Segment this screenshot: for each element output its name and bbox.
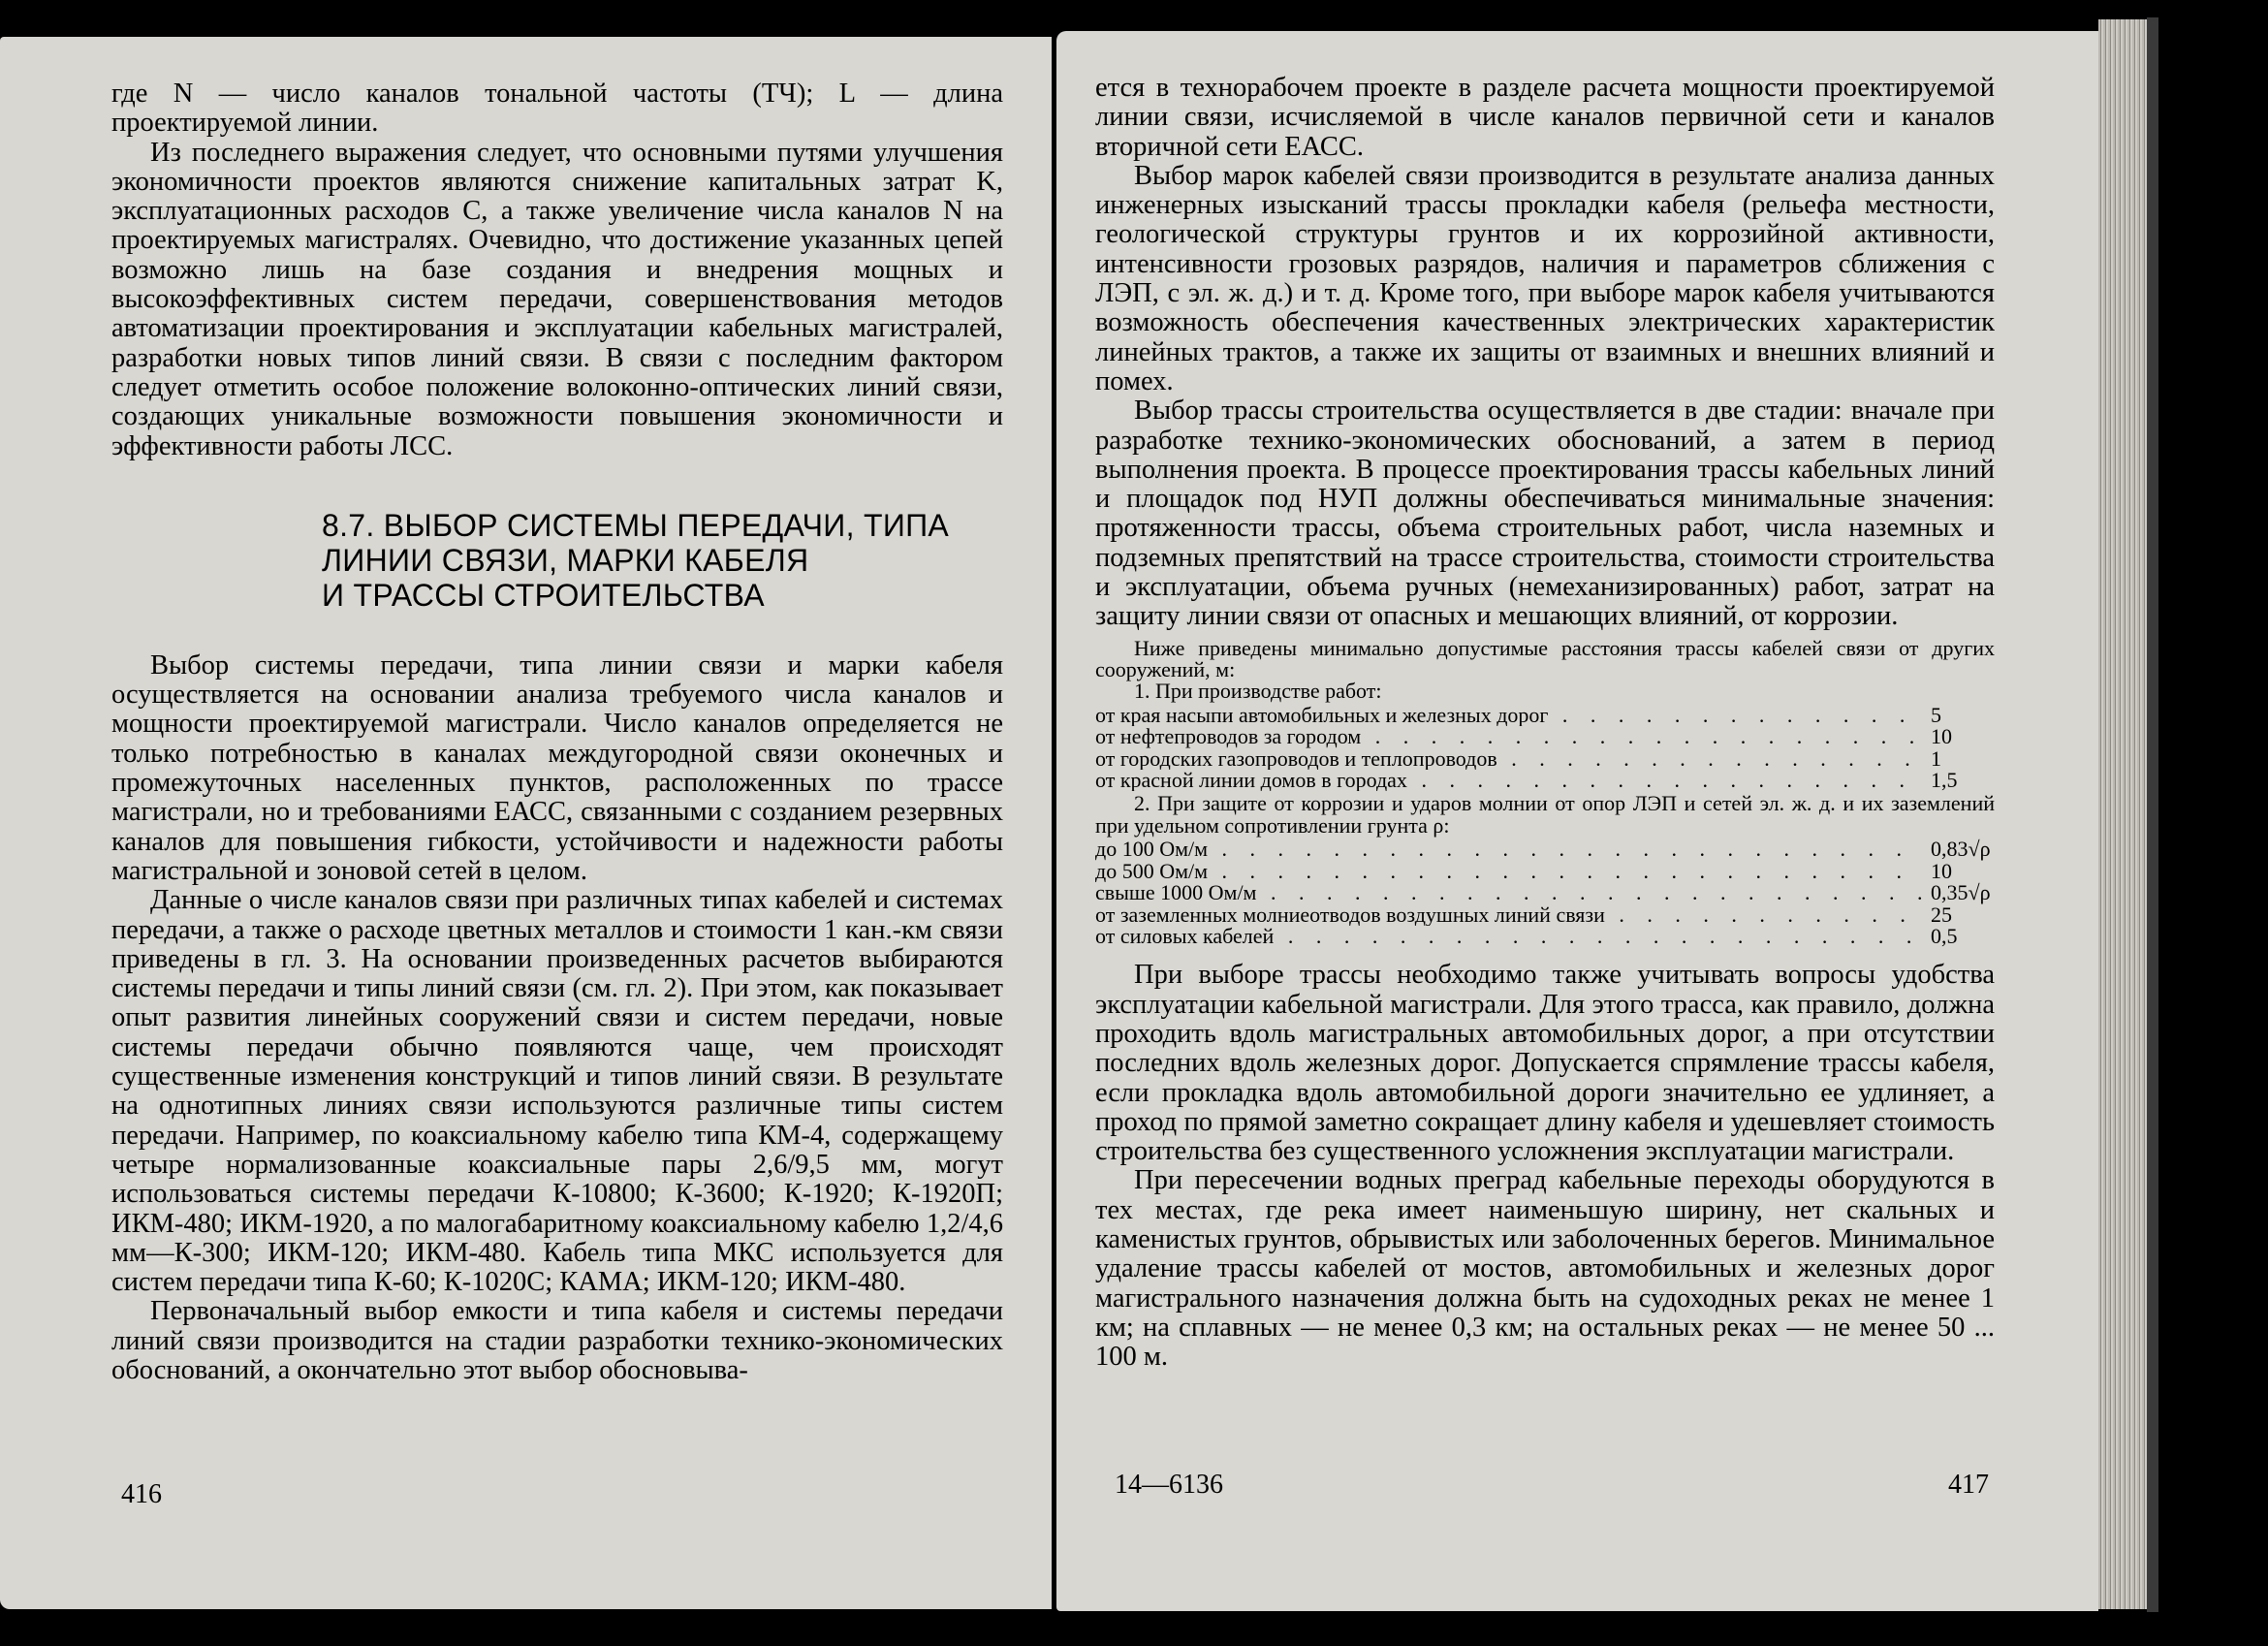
paragraph: Из последнего выражения следует, что основными путями улучшения экономичности проектов являются снижение капитальных затрат K, эксплуатационных расходов C, а также увеличение числа каналов N на проектируемых магистралях. Очевидно, что достижение указанных цепей возможно лишь на базе создания и внедрения мощных и высокоэффективных систем передачи, совершенствования методов автоматизации проектирования и эксплуатации кабельных магистралей, разработки новых типов линий связи. В связи с последним фактором следует отметить особое положение волоконно-оптических линий связи, создающих уникальные возможности повышения экономичности и эффективности работы ЛСС. [111,137,1003,461]
paragraph: Первоначальный выбор емкости и типа кабеля и системы передачи линий связи производится на стадии разработки технико-экономических обоснований, а окончательно этот выбор обосновыва- [111,1296,1003,1385]
paragraph: Выбор системы передачи, типа линии связи и марки кабеля осуществляется на основании анализа требуемого числа каналов и мощности проектируемой магистрали. Число каналов определяется не только потребностью в каналах междугородной связи оконечных и промежуточных населенных пунктов, расположенных по трассе магистрали, но и требованиями ЕАСС, связанными с созданием резервных каналов для повышения гибкости, устойчивости и надежности работы магистральной и зоновой сетей в целом. [111,649,1003,886]
row-label: от городских газопроводов и теплопроводов . . . [1095,748,1923,770]
row-label: от заземленных молниеотводов воздушных линий связи . . . [1095,904,1923,926]
book-cover-edge [2147,17,2158,1612]
table-row [1095,770,1995,791]
row-value: 5 [1931,702,1941,727]
table-row [1095,858,1995,883]
section-heading [322,508,1003,613]
paragraph: При пересечении водных преград кабельные переходы оборудуются в тех местах, где река имеет наименьшую ширину, нет скальных и каменистых грунтов, обрывистых или заболоченных берегов. Минимальное удаление трассы кабелей от мостов, автомобильных и железных дорог магистрального назначения должна быть на судоходных реках не менее 1 км; на сплавных — не менее 0,3 км; на остальных реках — не менее 50 ... 100 м. [1095,1165,1995,1373]
paragraph: Выбор марок кабелей связи производится в результате анализа данных инженерных изысканий трассы прокладки кабеля (рельефа местности, геологической структуры грунтов и их коррозийной активности, интенсивности грозовых разрядов, наличия и параметров сближения с ЛЭП, с эл. ж. д.) и т. д. Кроме того, при выборе марок кабеля учитываются возможность обеспечения качественных электрических характеристик линейных трактов, а также их защиты от взаимных и внешних влияний и помех. [1095,160,1995,396]
table-row [1095,726,1995,747]
distance-table-2 [1095,839,1995,947]
book-page-edges [2098,19,2147,1609]
table-row [1095,702,1995,727]
signature-mark: 14—6136 [1115,1470,1223,1500]
row-label: от нефтепроводов за городом . . . [1095,726,1923,747]
paragraph: где N — число каналов тональной частоты (ТЧ); L — длина проектируемой линии. [111,79,1003,139]
left-page-text [111,79,1003,1385]
row-label: от силовых кабелей . . . [1095,926,1923,947]
row-label: от красной линии домов в городах . . . [1095,770,1923,791]
row-value: 0,5 [1931,923,1958,948]
distance-table-1 [1095,702,1995,793]
row-value: 25 [1931,902,1952,927]
table-group-title: 1. При производстве работ: [1134,679,1382,704]
row-value: 1 [1931,745,1941,771]
row-value: 10 [1931,724,1952,749]
table-row [1095,882,1995,903]
row-label: до 100 Ом/м . . . [1095,839,1923,860]
table-intro: Ниже приведены минимально допустимые расстояния трассы кабелей связи от других сооружений, м: [1095,635,1995,682]
row-value: 10 [1931,858,1952,883]
page-number: 416 [121,1479,162,1509]
table-row [1095,839,1995,860]
row-value: 0,35√ρ [1931,880,1991,905]
row-label: свыше 1000 Ом/м . . . [1095,882,1923,903]
table-row [1095,904,1995,926]
heading-line: ЛИНИИ СВЯЗИ, МАРКИ КАБЕЛЯ [322,542,809,578]
heading-line: 8.7. ВЫБОР СИСТЕМЫ ПЕРЕДАЧИ, ТИПА [322,507,950,543]
row-label: до 500 Ом/м . . . [1095,861,1923,882]
right-page-text [1095,74,1995,1372]
row-label: от края насыпи автомобильных и железных дорог . . . [1095,705,1923,726]
paragraph: ется в технорабочем проекте в разделе расчета мощности проектируемой линии связи, исчисляемой в числе каналов первичной сети и каналов вторичной сети ЕАСС. [1095,73,1995,162]
table-group-title: 2. При защите от коррозии и ударов молнии от опор ЛЭП и сетей эл. ж. д. и их заземлений при удельном сопротивлении грунта ρ: [1095,791,1995,838]
paragraph: Выбор трассы строительства осуществляется в две стадии: вначале при разработке технико-экономических обоснований, а затем в период выполнения проекта. В процессе проектирования трассы кабельных линий и площадок под НУП должны обеспечиваться минимальные значения: протяженности трассы, объема строительных работ, числа наземных и подземных препятствий на трассе строительства, стоимости строительства и эксплуатации, объема ручных (немеханизированных) работ, затрат на защиту линии связи от опасных и мешающих влияний, от коррозии. [1095,396,1995,632]
table-row [1095,745,1995,771]
page-number: 417 [1948,1470,1989,1500]
paragraph: При выборе трассы необходимо также учитывать вопросы удобства эксплуатации кабельной магистрали. Для этого трасса, как правило, должна проходить вдоль магистральных автомобильных дорог, а при отсутствии последних вдоль железных дорог. Допускается спрямление трассы кабеля, если прокладка вдоль автомобильной дороги значительно ее удлиняет, а проход по прямой заметно сокращает длину кабеля и удешевляет стоимость строительства без существенного усложнения эксплуатации магистрали. [1095,960,1995,1167]
distance-table-block [1095,635,1995,948]
row-value: 1,5 [1931,768,1958,793]
row-value: 0,83√ρ [1931,837,1991,862]
heading-line: И ТРАССЫ СТРОИТЕЛЬСТВА [322,577,765,613]
paragraph: Данные о числе каналов связи при различных типах кабелей и системах передачи, а также о расходе цветных металлов и стоимости 1 кан.-км связи приведены в гл. 3. На основании произведенных расчетов выбираются системы передачи и типы линий связи (см. гл. 2). При этом, как показывает опыт развития линейных сооружений связи и систем передачи, новые системы передачи обычно появляются чаще, чем происходят существенные изменения конструкций и типов линий связи. В результате на однотипных линиях связи используются различные типы систем передачи. Например, по коаксиальному кабелю типа КМ-4, содержащему четыре нормализованные коаксиальные пары 2,6/9,5 мм, могут использоваться системы передачи К-10800; К-3600; К-1920; К-1920П; ИКМ-480; ИКМ-1920, а по малогабаритному коаксиальному кабелю 1,2/4,6 мм—К-300; ИКМ-120; ИКМ-480. Кабель типа МКС используется для систем передачи типа К-60; К-1020С; КАМА; ИКМ-120; ИКМ-480. [111,885,1003,1298]
table-row [1095,923,1995,948]
